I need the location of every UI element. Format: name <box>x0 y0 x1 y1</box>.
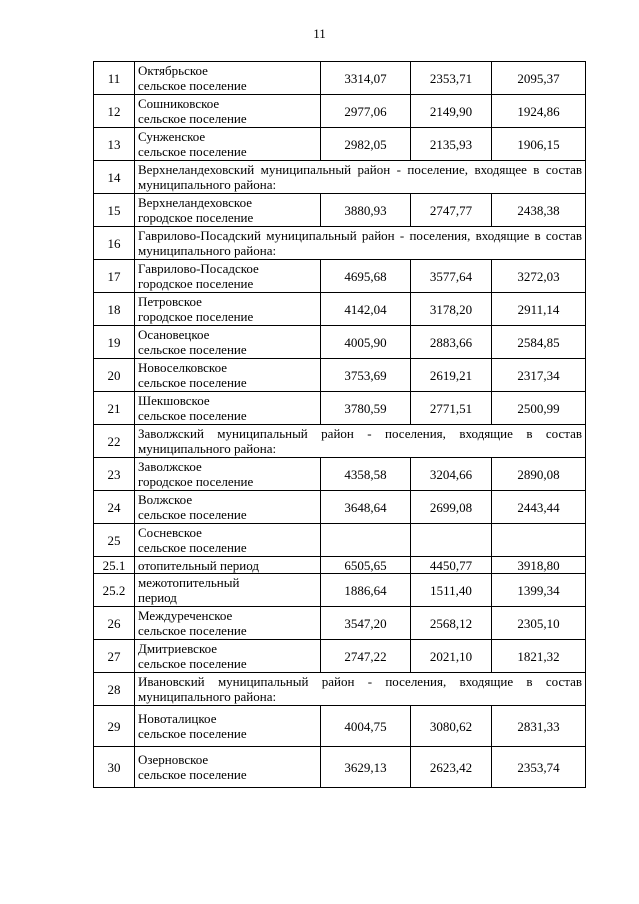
table-row <box>94 392 586 425</box>
value-3: 2095,37 <box>492 62 586 95</box>
value-3: 2353,74 <box>492 747 586 788</box>
district-header-row <box>94 673 586 706</box>
settlement-name: Заволжское городское поселение <box>135 458 321 491</box>
value-3: 2443,44 <box>492 491 586 524</box>
value-1: 3314,07 <box>321 62 411 95</box>
value-3 <box>492 524 586 557</box>
value-1: 6505,65 <box>321 557 411 574</box>
settlement-name: Петровское городское поселение <box>135 293 321 326</box>
table-row <box>94 524 586 557</box>
value-1: 3629,13 <box>321 747 411 788</box>
table-row <box>94 557 586 574</box>
value-3: 1399,34 <box>492 574 586 607</box>
table-row <box>94 706 586 747</box>
row-number: 16 <box>94 227 135 260</box>
value-1: 4695,68 <box>321 260 411 293</box>
value-1: 4358,58 <box>321 458 411 491</box>
row-number: 12 <box>94 95 135 128</box>
table-row <box>94 747 586 788</box>
district-heading: Заволжский муниципальный район - поселения, входящие в состав муниципального района: <box>135 425 586 458</box>
value-1: 3753,69 <box>321 359 411 392</box>
table-row <box>94 491 586 524</box>
value-1: 4142,04 <box>321 293 411 326</box>
page-number: 11 <box>313 26 326 41</box>
table-row <box>94 359 586 392</box>
value-1: 4005,90 <box>321 326 411 359</box>
row-number: 18 <box>94 293 135 326</box>
value-2: 2135,93 <box>411 128 492 161</box>
row-number: 25 <box>94 524 135 557</box>
value-3: 2890,08 <box>492 458 586 491</box>
district-heading: Ивановский муниципальный район - поселения, входящие в состав муниципального района: <box>135 673 586 706</box>
value-1: 3780,59 <box>321 392 411 425</box>
value-2: 2771,51 <box>411 392 492 425</box>
value-2: 2883,66 <box>411 326 492 359</box>
settlement-name: Дмитриевское сельское поселение <box>135 640 321 673</box>
value-2: 3204,66 <box>411 458 492 491</box>
value-2: 2699,08 <box>411 491 492 524</box>
table-row <box>94 574 586 607</box>
settlement-name: Осановецкое сельское поселение <box>135 326 321 359</box>
settlement-name: межотопительный период <box>135 574 321 607</box>
row-number: 17 <box>94 260 135 293</box>
settlement-name: Сошниковское сельское поселение <box>135 95 321 128</box>
value-1: 3547,20 <box>321 607 411 640</box>
value-1: 2747,22 <box>321 640 411 673</box>
table-row <box>94 640 586 673</box>
settlement-name: Междуреченское сельское поселение <box>135 607 321 640</box>
value-3: 2831,33 <box>492 706 586 747</box>
settlement-name: Новоталицкое сельское поселение <box>135 706 321 747</box>
row-number: 21 <box>94 392 135 425</box>
value-3: 2438,38 <box>492 194 586 227</box>
value-1 <box>321 524 411 557</box>
value-2: 2353,71 <box>411 62 492 95</box>
value-1: 2982,05 <box>321 128 411 161</box>
value-2: 1511,40 <box>411 574 492 607</box>
value-1: 1886,64 <box>321 574 411 607</box>
district-header-row <box>94 425 586 458</box>
value-2: 2021,10 <box>411 640 492 673</box>
value-2: 2623,42 <box>411 747 492 788</box>
value-3: 2584,85 <box>492 326 586 359</box>
settlement-name: Октябрьское сельское поселение <box>135 62 321 95</box>
value-2: 2568,12 <box>411 607 492 640</box>
settlement-name: отопительный период <box>135 557 321 574</box>
table-row <box>94 458 586 491</box>
table-row <box>94 128 586 161</box>
tariff-table <box>93 61 586 788</box>
value-3: 3918,80 <box>492 557 586 574</box>
table-row <box>94 62 586 95</box>
row-number: 20 <box>94 359 135 392</box>
value-3: 2911,14 <box>492 293 586 326</box>
row-number: 29 <box>94 706 135 747</box>
table-row <box>94 607 586 640</box>
district-header-row <box>94 227 586 260</box>
value-2: 2747,77 <box>411 194 492 227</box>
row-number: 15 <box>94 194 135 227</box>
value-3: 2500,99 <box>492 392 586 425</box>
value-3: 3272,03 <box>492 260 586 293</box>
row-number: 25.1 <box>94 557 135 574</box>
district-heading: Гаврилово-Посадский муниципальный район - поселения, входящие в состав муниципального района: <box>135 227 586 260</box>
district-header-row <box>94 161 586 194</box>
value-1: 2977,06 <box>321 95 411 128</box>
settlement-name: Озерновское сельское поселение <box>135 747 321 788</box>
table-row <box>94 260 586 293</box>
row-number: 14 <box>94 161 135 194</box>
row-number: 13 <box>94 128 135 161</box>
row-number: 30 <box>94 747 135 788</box>
table-row <box>94 95 586 128</box>
value-2: 3577,64 <box>411 260 492 293</box>
value-2: 3178,20 <box>411 293 492 326</box>
settlement-name: Сунженское сельское поселение <box>135 128 321 161</box>
value-2: 3080,62 <box>411 706 492 747</box>
table-row <box>94 194 586 227</box>
value-2 <box>411 524 492 557</box>
row-number: 19 <box>94 326 135 359</box>
value-3: 1906,15 <box>492 128 586 161</box>
value-2: 2149,90 <box>411 95 492 128</box>
value-3: 2317,34 <box>492 359 586 392</box>
value-3: 1924,86 <box>492 95 586 128</box>
row-number: 27 <box>94 640 135 673</box>
settlement-name: Шекшовское сельское поселение <box>135 392 321 425</box>
value-3: 1821,32 <box>492 640 586 673</box>
row-number: 11 <box>94 62 135 95</box>
row-number: 25.2 <box>94 574 135 607</box>
row-number: 24 <box>94 491 135 524</box>
value-1: 3648,64 <box>321 491 411 524</box>
district-heading: Верхнеландеховский муниципальный район - поселение, входящее в состав муниципального района: <box>135 161 586 194</box>
row-number: 28 <box>94 673 135 706</box>
settlement-name: Волжское сельское поселение <box>135 491 321 524</box>
row-number: 23 <box>94 458 135 491</box>
row-number: 22 <box>94 425 135 458</box>
row-number: 26 <box>94 607 135 640</box>
value-2: 2619,21 <box>411 359 492 392</box>
value-3: 2305,10 <box>492 607 586 640</box>
table-row <box>94 293 586 326</box>
settlement-name: Новоселковское сельское поселение <box>135 359 321 392</box>
value-1: 4004,75 <box>321 706 411 747</box>
table-row <box>94 326 586 359</box>
settlement-name: Сосневское сельское поселение <box>135 524 321 557</box>
settlement-name: Верхнеландеховское городское поселение <box>135 194 321 227</box>
settlement-name: Гаврилово-Посадское городское поселение <box>135 260 321 293</box>
value-2: 4450,77 <box>411 557 492 574</box>
value-1: 3880,93 <box>321 194 411 227</box>
